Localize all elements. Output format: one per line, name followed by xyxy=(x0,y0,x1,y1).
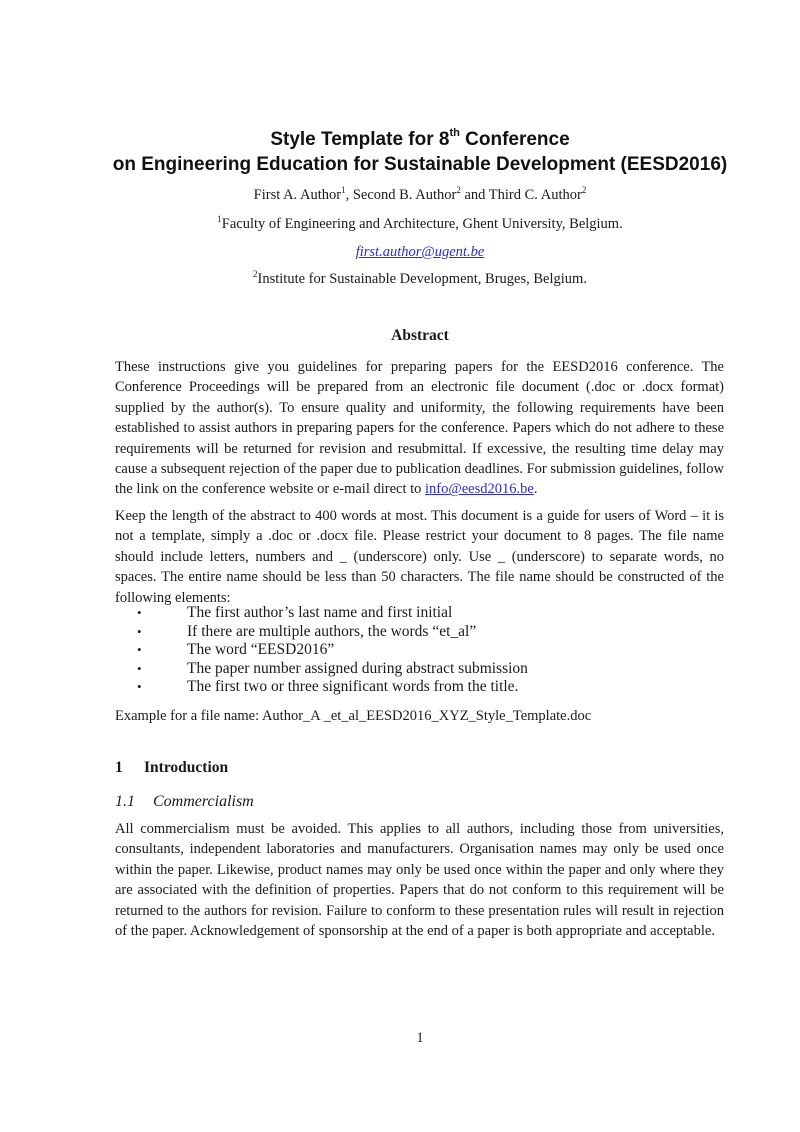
page-number: 1 xyxy=(416,1030,424,1046)
list-item xyxy=(115,623,715,642)
list-item xyxy=(115,678,715,697)
title-superscript: th xyxy=(449,126,460,139)
author-name: Third C. Author xyxy=(488,187,582,203)
paragraph-text: . xyxy=(533,481,538,498)
paper-title-line-2: on Engineering Education for Sustainable Development (EESD2016) xyxy=(112,154,728,175)
author-name: First A. Author xyxy=(253,187,342,203)
paragraph-text: These instructions give you guidelines for preparing papers for the EESD2016 conference. The Conference Proceedings will be prepared from an electronic file document (.doc or .docx format) supplied by the author(s). To ensure quality and uniformity, the following requirements have been established to assist authors in preparing papers for the conference. Papers which do not adhere to these requirements will be returned for revision and resubmittal. If excessive, the resulting time delay may cause a subsequent rejection of the paper due to publication deadlines. For submission guidelines, follow the link on the conference website or e-mail direct to xyxy=(115,359,724,498)
affiliation-text: Faculty of Engineering and Architecture, Ghent University, Belgium. xyxy=(221,216,623,232)
list-item xyxy=(115,660,715,679)
title-text: Conference xyxy=(459,129,570,150)
commercialism-paragraph: All commercialism must be avoided. This applies to all authors, including those from universities, consultants, independent laboratories and manufacturers. Organisation names may only be used once within the paper. Likewise, product names may only be used once within the paper and only where they are associated with the definition of properties. Papers that do not conform to this requirement will be returned to the authors for revision. Failure to conform to these presentation rules will result in rejection of the paper. Acknowledgement of sponsorship at the end of a paper is both appropriate and acceptable. xyxy=(115,821,724,940)
affiliation-2 xyxy=(60,270,780,288)
list-item-text: The first author’s last name and first initial xyxy=(187,604,453,621)
bullet-icon: • xyxy=(137,623,142,639)
author-name: Second B. Author xyxy=(352,187,457,203)
bullet-icon: • xyxy=(137,642,142,657)
filename-example: Example for a file name: Author_A _et_al_EESD2016_XYZ_Style_Template.doc xyxy=(115,708,592,724)
info-email-link[interactable]: info@eesd2016.be xyxy=(425,481,534,498)
author-separator: and xyxy=(460,187,489,203)
author-affiliation-mark: 2 xyxy=(581,185,587,196)
author-separator: , xyxy=(345,187,353,203)
author-affiliation-mark: 2 xyxy=(456,185,461,196)
affiliation-text: Institute for Sustainable Development, Bruges, Belgium. xyxy=(257,271,587,287)
list-item-text: The first two or three significant words from the title. xyxy=(187,678,519,695)
abstract-paragraph-1 xyxy=(115,357,724,500)
list-item-text: The paper number assigned during abstract submission xyxy=(187,659,528,677)
author-list xyxy=(60,186,780,204)
abstract-heading: Abstract xyxy=(391,327,449,344)
section-title: Introduction xyxy=(144,759,229,776)
affiliation-mark: 1 xyxy=(217,214,222,225)
section-number: 1 xyxy=(115,759,123,776)
list-item xyxy=(115,604,715,623)
subsection-title: Commercialism xyxy=(153,793,254,810)
abstract-paragraph-2: Keep the length of the abstract to 400 words at most. This document is a guide for users of Word – it is not a template, simply a .doc or .docx file. Please restrict your document to 8 pages. The file name should include letters, numbers and _ (underscore) only. Use _ (underscore) to separate words, no spaces. The entire name should be less than 50 characters. The file name should be constructed of the following elements: xyxy=(115,508,724,606)
section-heading-introduction xyxy=(115,758,228,778)
paper-title-line-1 xyxy=(60,128,780,152)
title-text: Style Template for 8 xyxy=(270,129,450,150)
email-link[interactable]: first.author@ugent.be xyxy=(355,244,485,260)
author-affiliation-mark: 1 xyxy=(341,185,346,196)
bullet-icon: • xyxy=(137,679,142,694)
bullet-icon: • xyxy=(137,660,142,676)
subsection-number: 1.1 xyxy=(115,793,135,810)
list-item-text: The word “EESD2016” xyxy=(187,641,335,658)
author-email xyxy=(60,243,780,261)
affiliation-mark: 2 xyxy=(253,269,258,280)
subsection-heading-commercialism xyxy=(115,792,254,812)
list-item-text: If there are multiple authors, the words “et_al” xyxy=(187,622,477,640)
list-item xyxy=(115,641,715,660)
filename-elements-list xyxy=(115,604,715,697)
affiliation-1 xyxy=(60,215,780,233)
bullet-icon: • xyxy=(137,605,142,620)
